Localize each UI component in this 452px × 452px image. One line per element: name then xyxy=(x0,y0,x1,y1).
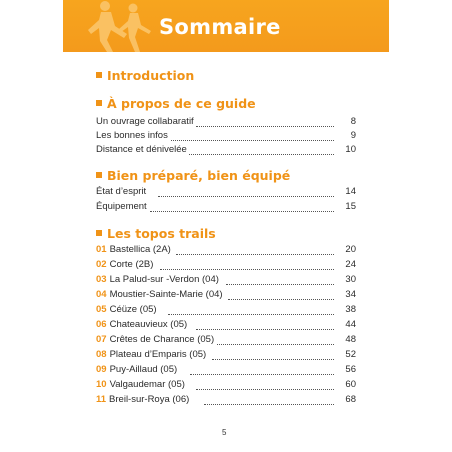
toc-entry[interactable]: 09 Puy-Aillaud (05) 56 xyxy=(96,364,356,375)
toc-entry[interactable]: 06 Chateauvieux (05) 44 xyxy=(96,319,356,330)
toc-entry[interactable]: 10 Valgaudemar (05) 60 xyxy=(96,379,356,390)
toc-entry[interactable]: 08 Plateau d’Emparis (05) 52 xyxy=(96,349,356,360)
page-number: 68 xyxy=(345,394,356,405)
dot-leader xyxy=(212,349,334,360)
dot-leader xyxy=(204,394,334,405)
dot-leader xyxy=(196,116,334,127)
section-heading-a-propos: À propos de ce guide xyxy=(96,96,256,111)
toc-entry[interactable]: 07 Crêtes de Charance (05) 48 xyxy=(96,334,356,345)
page-number: 44 xyxy=(345,319,356,330)
page-folio: 5 xyxy=(222,428,227,437)
toc-entry[interactable]: Distance et dénivelée 10 xyxy=(96,144,356,155)
trail-number: 11 xyxy=(96,394,107,405)
toc-entry[interactable]: État d’esprit 14 xyxy=(96,186,356,197)
trail-number: 01 xyxy=(96,244,107,255)
page-number: 38 xyxy=(345,304,356,315)
square-bullet-icon xyxy=(96,230,102,236)
page-number: 24 xyxy=(345,259,356,270)
dot-leader xyxy=(168,130,334,141)
toc-entry[interactable]: Équipement 15 xyxy=(96,201,356,212)
dot-leader xyxy=(226,274,334,285)
trail-number: 10 xyxy=(96,379,107,390)
dot-leader xyxy=(214,334,334,345)
toc-entry[interactable]: 03 La Palud-sur -Verdon (04) 30 xyxy=(96,274,356,285)
page-number: 56 xyxy=(345,364,356,375)
dot-leader xyxy=(188,144,334,155)
dot-leader xyxy=(196,319,334,330)
page-number: 20 xyxy=(345,244,356,255)
toc-entry[interactable]: 04 Moustier-Sainte-Marie (04) 34 xyxy=(96,289,356,300)
page-number: 34 xyxy=(345,289,356,300)
dot-leader xyxy=(160,259,334,270)
dot-leader xyxy=(190,364,334,375)
toc-page xyxy=(63,0,389,452)
page-number: 30 xyxy=(345,274,356,285)
header-banner xyxy=(63,0,389,52)
page-number: 48 xyxy=(345,334,356,345)
toc-entry[interactable]: 01 Bastellica (2A) 20 xyxy=(96,244,356,255)
dot-leader xyxy=(168,304,334,315)
section-heading-topos-trails: Les topos trails xyxy=(96,226,216,241)
trail-number: 07 xyxy=(96,334,107,345)
toc-entry[interactable]: Un ouvrage collabaratif 8 xyxy=(96,116,356,127)
trail-number: 09 xyxy=(96,364,107,375)
page-number: 8 xyxy=(350,116,356,127)
square-bullet-icon xyxy=(96,72,102,78)
square-bullet-icon xyxy=(96,100,102,106)
page-number: 10 xyxy=(345,144,356,155)
page-number: 9 xyxy=(350,130,356,141)
dot-leader xyxy=(150,201,334,212)
trail-number: 08 xyxy=(96,349,107,360)
section-heading-introduction: Introduction xyxy=(96,68,194,83)
trail-number: 06 xyxy=(96,319,107,330)
square-bullet-icon xyxy=(96,172,102,178)
dot-leader xyxy=(228,289,334,300)
page-number: 60 xyxy=(345,379,356,390)
trail-number: 05 xyxy=(96,304,107,315)
toc-entry[interactable]: 11 Breil-sur-Roya (06) 68 xyxy=(96,394,356,405)
section-heading-bien-prepare: Bien préparé, bien équipé xyxy=(96,168,290,183)
page-number: 52 xyxy=(345,349,356,360)
trail-number: 03 xyxy=(96,274,107,285)
toc-entry[interactable]: Les bonnes infos 9 xyxy=(96,130,356,141)
trail-number: 04 xyxy=(96,289,107,300)
page-number: 14 xyxy=(345,186,356,197)
page-number: 15 xyxy=(345,201,356,212)
page-title: Sommaire xyxy=(159,15,281,39)
toc-entry[interactable]: 02 Corte (2B) 24 xyxy=(96,259,356,270)
trail-number: 02 xyxy=(96,259,107,270)
dot-leader xyxy=(176,244,334,255)
runners-silhouette-icon xyxy=(75,0,165,52)
dot-leader xyxy=(158,186,334,197)
toc-entry[interactable]: 05 Céüze (05) 38 xyxy=(96,304,356,315)
dot-leader xyxy=(196,379,334,390)
